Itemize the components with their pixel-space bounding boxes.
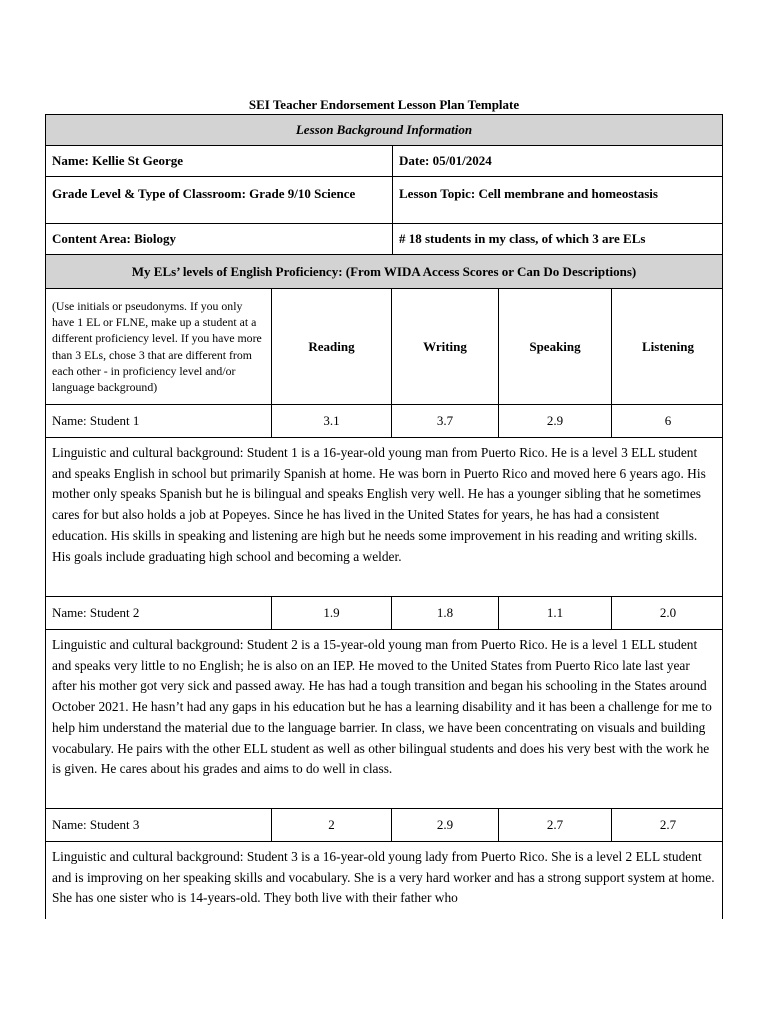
lesson-date: Date: 05/01/2024	[392, 146, 723, 176]
student-background-text: Linguistic and cultural background: Student 2 is a 15-year-old young man from Puerto Rico. He is a level 1 ELL student and speaks very little to no English; he is also on an IEP. He moved to the United States from Puerto Rico late last year after his mother got very sick and passed away. He has had a tough transition and began his schooling in the States around October 2021. He hasn’t had any gaps in his education but he has a learning disability and it has been a challenge for me to help him understand the material due to the language barrier. In class, we have been concentrating on visuals and building vocabulary. He pairs with the other ELL student as well as other bilingual students and does his very best with the work he is given. He cares about his grades and aims to do well in class.	[52, 637, 712, 777]
proficiency-header-row	[46, 289, 722, 405]
student-background-row	[46, 842, 722, 919]
speaking-score: 1.1	[498, 597, 611, 629]
listening-score: 6	[611, 405, 723, 437]
grade-level: Grade Level & Type of Classroom: Grade 9/10 Science	[52, 186, 356, 201]
background-section-heading: Lesson Background Information	[295, 122, 473, 137]
teacher-name: Name: Kellie St George	[52, 153, 184, 168]
student-name: Name: Student 2	[52, 605, 140, 620]
grade-topic-row	[46, 177, 722, 224]
lesson-topic: Lesson Topic: Cell membrane and homeostasis	[392, 177, 723, 223]
listening-score: 2.7	[611, 809, 723, 841]
student-background-text: Linguistic and cultural background: Student 1 is a 16-year-old young man from Puerto Rico. He is a level 3 ELL student and speaks English in school but primarily Spanish at home. He was born in Puerto Rico and moved here 6 years ago. His mother only speaks Spanish but he is bilingual and speaks English very well. He has a younger sibling that he sometimes cares for but also holds a job at Popeyes. Since he has lived in the United States for years, he has had a consistent education. His skills in speaking and listening are high but he needs some improvement in his reading and writing skills. His goals include graduating high school and becoming a welder.	[52, 445, 706, 564]
column-reading: Reading	[271, 289, 391, 404]
student-background-row	[46, 630, 722, 809]
student-background-row	[46, 438, 722, 597]
writing-score: 1.8	[391, 597, 498, 629]
reading-score: 3.1	[271, 405, 391, 437]
student-name: Name: Student 1	[52, 413, 140, 428]
student-count: # 18 students in my class, of which 3 are ELs	[392, 224, 723, 254]
content-area-row	[46, 224, 722, 255]
speaking-score: 2.7	[498, 809, 611, 841]
proficiency-section-heading: My ELs’ levels of English Proficiency: (From WIDA Access Scores or Can Do Descriptions)	[131, 263, 637, 279]
lesson-plan-table	[45, 114, 723, 919]
student-score-row	[46, 809, 722, 842]
column-writing: Writing	[391, 289, 498, 404]
listening-score: 2.0	[611, 597, 723, 629]
writing-score: 3.7	[391, 405, 498, 437]
document-title: SEI Teacher Endorsement Lesson Plan Template	[248, 97, 520, 112]
background-section-header	[46, 115, 722, 146]
student-background-text: Linguistic and cultural background: Student 3 is a 16-year-old young lady from Puerto Rico. She is a level 2 ELL student and is improving on her speaking skills and vocabulary. She is a very hard worker and has a strong support system at home. She has one sister who is 14-years-old. They both live with their father who	[52, 849, 715, 906]
speaking-score: 2.9	[498, 405, 611, 437]
reading-score: 2	[271, 809, 391, 841]
student-score-row	[46, 405, 722, 438]
writing-score: 2.9	[391, 809, 498, 841]
student-score-row	[46, 597, 722, 630]
content-area: Content Area: Biology	[52, 231, 176, 246]
column-speaking: Speaking	[498, 289, 611, 404]
proficiency-instructions: (Use initials or pseudonyms. If you only have 1 EL or FLNE, make up a student at a different proficiency level. If you have more than 3 ELs, chose 3 that are different from each other - in proficiency level and/or language background)	[52, 298, 262, 395]
name-date-row	[46, 146, 722, 177]
reading-score: 1.9	[271, 597, 391, 629]
column-listening: Listening	[611, 289, 723, 404]
proficiency-section-header	[46, 255, 722, 289]
student-name: Name: Student 3	[52, 817, 140, 832]
